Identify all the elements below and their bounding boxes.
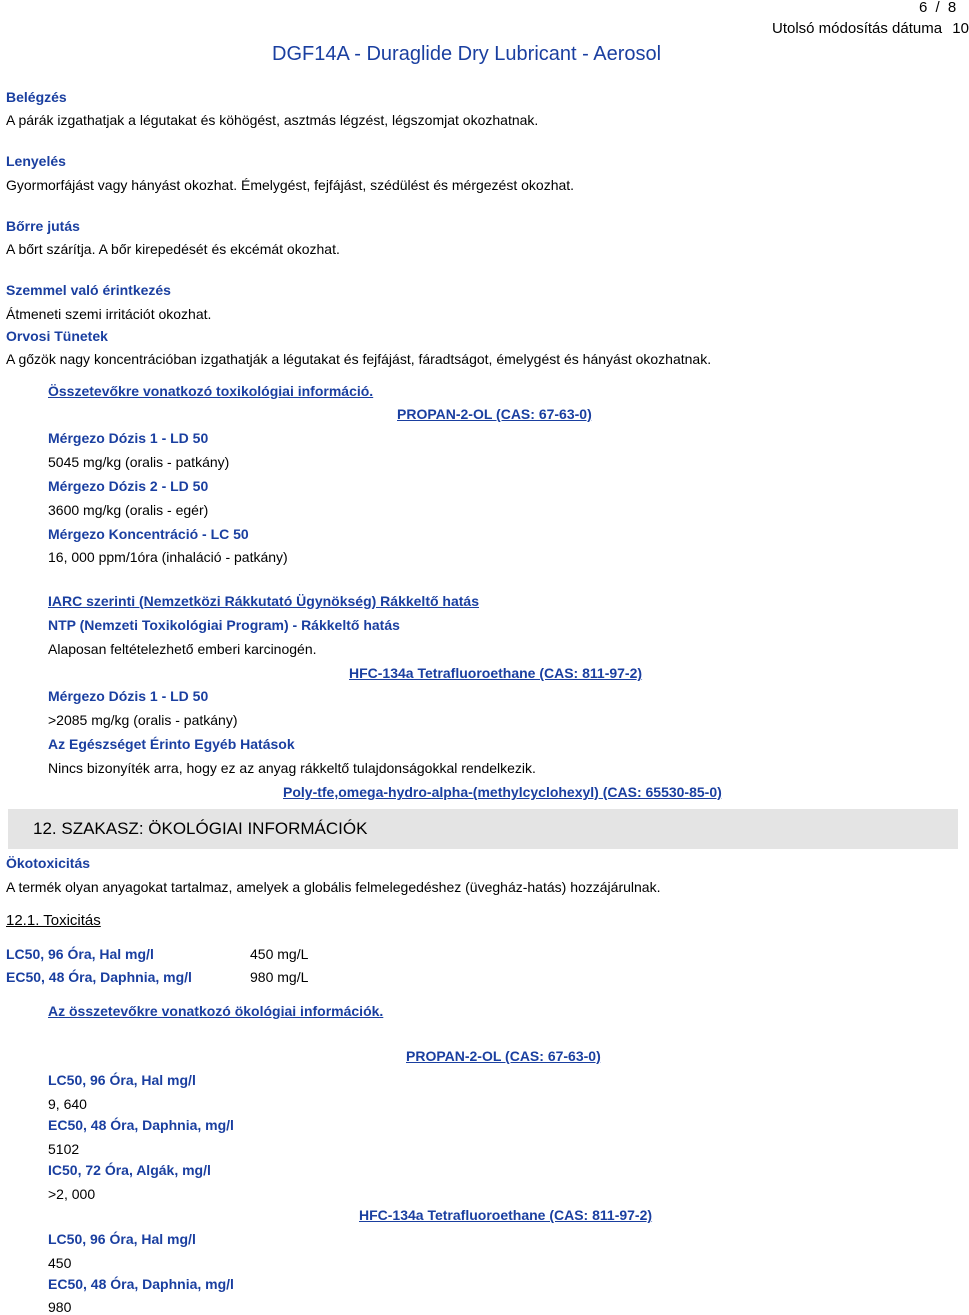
propanol-lc50-value: 16, 000 ppm/1óra (inhaláció - patkány) — [48, 549, 288, 565]
eye-title: Szemmel való érintkezés — [6, 282, 171, 298]
ec50-value: 980 mg/L — [250, 969, 309, 985]
eye-text: Átmeneti szemi irritációt okozhat. — [6, 306, 212, 322]
iarc-heading: IARC szerinti (Nemzetközi Rákkutató Ügynökség) Rákkeltő hatás — [48, 593, 479, 609]
page-total: 8 — [947, 0, 957, 16]
propanol-ld50-2-value: 3600 mg/kg (oralis - egér) — [48, 502, 209, 518]
eco-propanol-lc50-value: 9, 640 — [48, 1096, 87, 1112]
health-effects-title: Az Egészséget Érinto Egyéb Hatások — [48, 736, 295, 752]
health-effects-text: Nincs bizonyíték arra, hogy ez az anyag rákkeltő tulajdonságokkal rendelkezik. — [48, 760, 536, 776]
eco-propanol-lc50-label: LC50, 96 Óra, Hal mg/l — [48, 1072, 196, 1088]
medical-title: Orvosi Tünetek — [6, 328, 108, 344]
propanol-ld50-1-label: Mérgezo Dózis 1 - LD 50 — [48, 430, 209, 446]
inhalation-text: A párák izgathatjak a légutakat és köhögést, asztmás légzést, légszomjat okozhatnak. — [6, 112, 539, 128]
eco-hfc-ec50-value: 980 — [48, 1299, 72, 1315]
skin-text: A bőrt szárítja. A bőr kirepedését és ekcémát okozhat. — [6, 241, 340, 257]
eco-propanol-ec50-value: 5102 — [48, 1141, 80, 1157]
revision-value: 10 — [952, 20, 969, 37]
eco-hfc-cas-heading: HFC-134a Tetrafluoroethane (CAS: 811-97-2) — [359, 1207, 653, 1223]
section-12-title: 12. SZAKASZ: ÖKOLÓGIAI INFORMÁCIÓK — [33, 819, 368, 838]
hfc-ld50-value: >2085 mg/kg (oralis - patkány) — [48, 712, 238, 728]
eco-components-heading: Az összetevőkre vonatkozó ökológiai információk. — [48, 1003, 384, 1019]
ingestion-title: Lenyelés — [6, 153, 66, 169]
lc50-value: 450 mg/L — [250, 946, 309, 962]
section-12-bar — [8, 809, 958, 849]
propanol-ld50-2-label: Mérgezo Dózis 2 - LD 50 — [48, 478, 209, 494]
propanol-ld50-1-value: 5045 mg/kg (oralis - patkány) — [48, 454, 230, 470]
hfc-cas-heading: HFC-134a Tetrafluoroethane (CAS: 811-97-2) — [349, 665, 643, 681]
ntp-heading: NTP (Nemzeti Toxikológiai Program) - Rákkeltő hatás — [48, 617, 400, 633]
eco-hfc-lc50-label: LC50, 96 Óra, Hal mg/l — [48, 1231, 196, 1247]
ec50-label: EC50, 48 Óra, Daphnia, mg/l — [6, 969, 192, 985]
revision-date — [772, 21, 969, 36]
page-number — [919, 0, 956, 15]
toxicity-title: 12.1. Toxicitás — [6, 912, 101, 929]
document-title: DGF14A - Duraglide Dry Lubricant - Aerosol — [272, 43, 662, 65]
ntp-text: Alaposan feltételezhető emberi karcinogén. — [48, 641, 317, 657]
ecotoxicity-text: A termék olyan anyagokat tartalmaz, amelyek a globális felmelegedéshez (üvegház-hatás) hozzájárulnak. — [6, 879, 661, 895]
eco-propanol-ec50-label: EC50, 48 Óra, Daphnia, mg/l — [48, 1117, 234, 1133]
eco-propanol-cas-heading: PROPAN-2-OL (CAS: 67-63-0) — [406, 1048, 601, 1064]
eco-propanol-ic50-value: >2, 000 — [48, 1186, 96, 1202]
inhalation-title: Belégzés — [6, 89, 67, 105]
eco-hfc-ec50-label: EC50, 48 Óra, Daphnia, mg/l — [48, 1276, 234, 1292]
page-separator: / — [935, 0, 940, 16]
propanol-lc50-label: Mérgezo Koncentráció - LC 50 — [48, 526, 249, 542]
ecotoxicity-title: Ökotoxicitás — [6, 855, 91, 871]
eco-hfc-lc50-value: 450 — [48, 1255, 72, 1271]
tox-components-heading: Összetevőkre vonatkozó toxikológiai információ. — [48, 383, 374, 399]
medical-text: A gőzök nagy koncentrációban izgathatják a légutakat és fejfájást, fáradtságot, émelygést és hányást okozhatnak. — [6, 351, 712, 367]
lc50-label: LC50, 96 Óra, Hal mg/l — [6, 946, 154, 962]
ptfe-cas-heading: Poly-tfe,omega-hydro-alpha-(methylcyclohexyl) (CAS: 65530-85-0) — [283, 784, 722, 800]
ingestion-text: Gyormorfájást vagy hányást okozhat. Émelygést, fejfájást, szédülést és mérgezést okozhat. — [6, 177, 575, 193]
skin-title: Bőrre jutás — [6, 218, 80, 234]
revision-label: Utolsó módosítás dátuma — [772, 20, 943, 37]
eco-propanol-ic50-label: IC50, 72 Óra, Algák, mg/l — [48, 1162, 211, 1178]
page-current: 6 — [919, 0, 928, 16]
hfc-ld50-label: Mérgezo Dózis 1 - LD 50 — [48, 688, 209, 704]
propanol-cas-heading: PROPAN-2-OL (CAS: 67-63-0) — [397, 406, 592, 422]
